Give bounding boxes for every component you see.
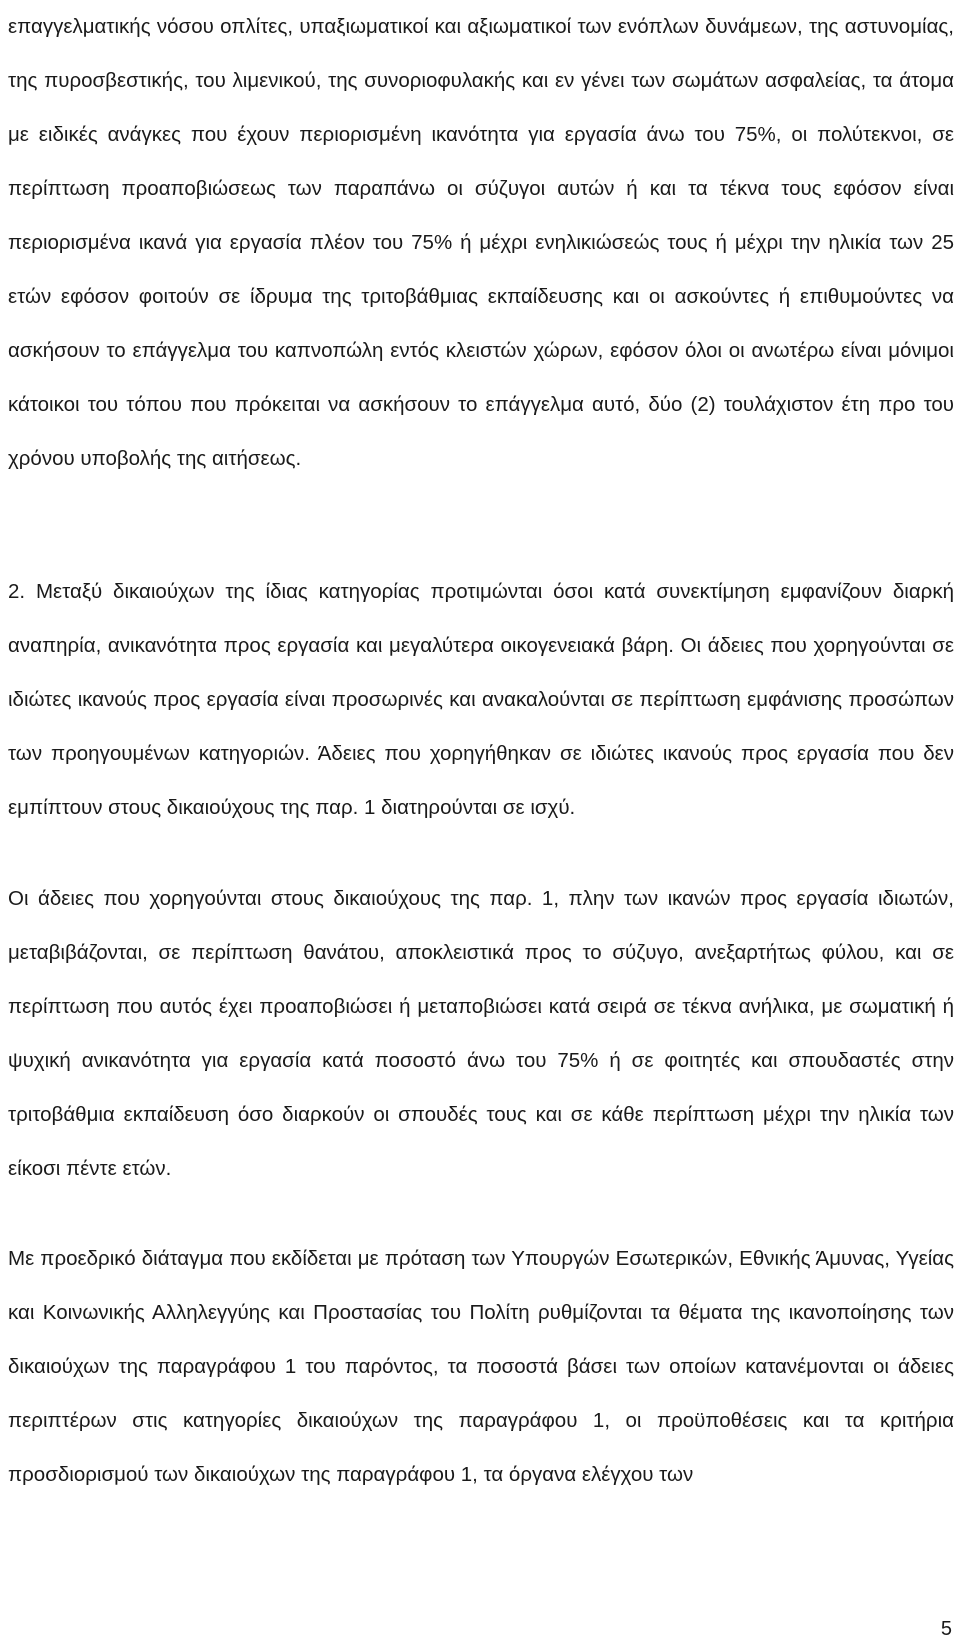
paragraph-2-priority: 2. Μεταξύ δικαιούχων της ίδιας κατηγορίας προτιμώνται όσοι κατά συνεκτίμηση εμφανίζουν διαρκή αναπηρία, ανικανότητα προς εργασία και μεγαλύτερα οικογενειακά βάρη. Οι άδειες που χορηγούνται σε ιδιώτες ικανούς προς εργασία είναι προσωρινές και ανακαλούνται σε περίπτωση εμφάνισης προσώπων των προηγουμένων κατηγοριών. Άδειες που χορηγήθηκαν σε ιδιώτες ικανούς προς εργασία που δεν εμπίπτουν στους δικαιούχους της παρ. 1 διατηρούνται σε ισχύ. xyxy=(8,580,954,819)
paragraph-presidential-decree: Με προεδρικό διάταγμα που εκδίδεται με πρόταση των Υπουργών Εσωτερικών, Εθνικής Άμυνας, Υγείας και Κοινωνικής Αλληλεγγύης και Προστασίας του Πολίτη ρυθμίζονται τα θέματα της ικανοποίησης των δικαιούχων της παραγράφου 1 του παρόντος, τα ποσοστά βάσει των οποίων κατανέμονται οι άδειες περιπτέρων στις κατηγορίες δικαιούχων της παραγράφου 1, οι προϋποθέσεις και τα κριτήρια προσδιορισμού των δικαιούχων της παραγράφου 1, τα όργανα ελέγχου των xyxy=(8,1247,954,1486)
page-number: 5 xyxy=(940,1618,952,1640)
paragraph-license-transfer: Οι άδειες που χορηγούνται στους δικαιούχους της παρ. 1, πλην των ικανών προς εργασία ιδιωτών, μεταβιβάζονται, σε περίπτωση θανάτου, αποκλειστικά προς το σύζυγο, ανεξαρτήτως φύλου, και σε περίπτωση που αυτός έχει προαποβιώσει ή μεταποβιώσει κατά σειρά σε τέκνα ανήλικα, με σωματική ή ψυχική ανικανότητα για εργασία κατά ποσοστό άνω του 75% ή σε φοιτητές και σπουδαστές στην τριτοβάθμια εκπαίδευση όσο διαρκούν οι σπουδές τους και σε κάθε περίπτωση μέχρι την ηλικία των είκοσι πέντε ετών. xyxy=(8,887,954,1180)
paragraph-eligible-persons: επαγγελματικής νόσου οπλίτες, υπαξιωματικοί και αξιωματικοί των ενόπλων δυνάμεων, της αστυνομίας, της πυροσβεστικής, του λιμενικού, της συνοριοφυλακής και εν γένει των σωμάτων ασφαλείας, τα άτομα με ειδικές ανάγκες που έχουν περιορισμένη ικανότητα για εργασία άνω του 75%, οι πολύτεκνοι, σε περίπτωση προαποβιώσεως των παραπάνω οι σύζυγοι αυτών ή και τα τέκνα τους εφόσον είναι περιορισμένα ικανά για εργασία πλέον του 75% ή μέχρι ενηλικιώσεώς τους ή μέχρι την ηλικία των 25 ετών εφόσον φοιτούν σε ίδρυμα της τριτοβάθμιας εκπαίδευσης και οι ασκούντες ή επιθυμούντες να ασκήσουν το επάγγελμα του καπνοπώλη εντός κλειστών χώρων, εφόσον όλοι οι ανωτέρω είναι μόνιμοι κάτοικοι του τόπου που πρόκειται να ασκήσουν το επάγγελμα αυτό, δύο (2) τουλάχιστον έτη προ του χρόνου υποβολής της αιτήσεως. xyxy=(8,15,954,470)
